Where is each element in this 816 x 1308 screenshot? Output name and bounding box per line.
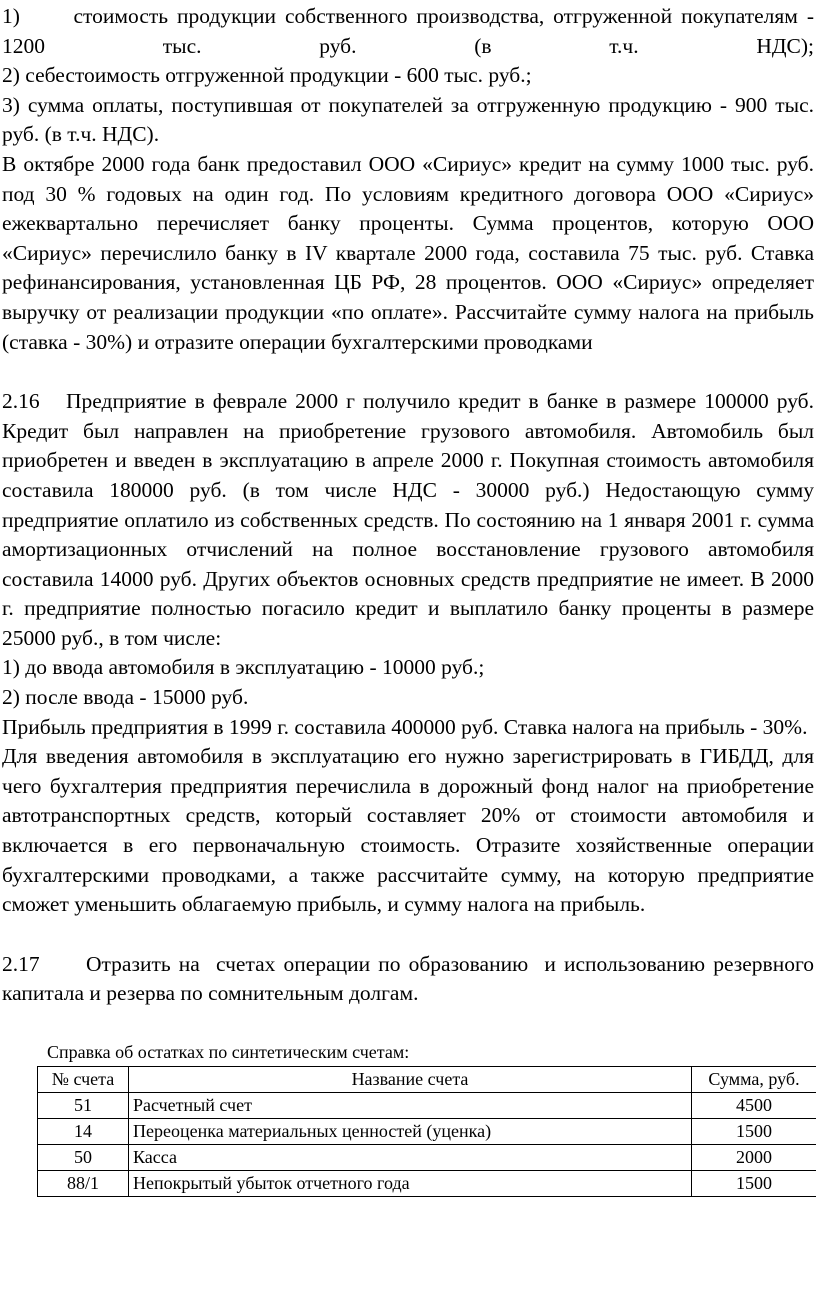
intro-item-2: 2) себестоимость отгруженной продукции - 600 тыс. руб.; bbox=[2, 63, 532, 88]
header-amount: Сумма, руб. bbox=[692, 1067, 816, 1093]
paragraph-gap bbox=[2, 1009, 814, 1041]
account-name-cell: Переоценка материальных ценностей (уценка) bbox=[129, 1119, 692, 1145]
table-header-row bbox=[38, 1067, 816, 1093]
table-row bbox=[38, 1093, 816, 1119]
account-name-cell: Касса bbox=[129, 1145, 692, 1171]
problem-2-16-paragraph bbox=[2, 387, 814, 653]
problem-2-16-profit: Прибыль предприятия в 1999 г. составила 400000 руб. Ставка налога на прибыль - 30%. bbox=[2, 714, 808, 739]
account-number-cell: 14 bbox=[38, 1119, 129, 1145]
intro-paragraph: В октябре 2000 года банк предоставил ООО «Сириус» кредит на сумму 1000 тыс. руб. под 30 % годовых на один год. По условиям кредитного договора ООО «Сириус» ежеквартально перечисляет банку проценты. Сумма процентов, которую ООО «Сириус» перечислило банку в IV квартале 2000 года, составила 75 тыс. руб. Ставка рефинансирования, установленная ЦБ РФ, 28 процентов. ООО «Сириус» определяет выручку от реализации продукции «по оплате». Рассчитайте сумму налога на прибыль (ставка - 30%) и отразите операции бухгалтерскими проводками bbox=[2, 151, 814, 354]
amount-cell: 1500 bbox=[692, 1171, 816, 1197]
problem-2-17-paragraph bbox=[2, 950, 814, 1009]
problem-2-16-item-2: 2) после ввода - 15000 руб. bbox=[2, 685, 249, 710]
problem-2-17-number: 2.17 bbox=[2, 951, 40, 976]
problem-2-17-text: Отразить на счетах операции по образованию и использованию резервного капитала и резерва по сомнительным долгам. bbox=[2, 951, 814, 1006]
paragraph-gap bbox=[2, 357, 814, 387]
account-number-cell: 88/1 bbox=[38, 1171, 129, 1197]
intro-item-1: 1) стоимость продукции собственного производства, отгруженной покупателям - 1200 тыс. руб. (в т.ч. НДС); bbox=[2, 4, 814, 58]
table-caption: Справка об остатках по синтетическим счетам: bbox=[47, 1042, 410, 1062]
table-row bbox=[38, 1171, 816, 1197]
header-account-name: Название счета bbox=[129, 1067, 692, 1093]
problem-2-16-number: 2.16 bbox=[2, 389, 40, 414]
paragraph-gap bbox=[2, 920, 814, 950]
account-name-cell: Непокрытый убыток отчетного года bbox=[129, 1171, 692, 1197]
table-row bbox=[38, 1145, 816, 1171]
problem-2-16-item-1: 1) до ввода автомобиля в эксплуатацию - 10000 руб.; bbox=[2, 655, 485, 680]
balances-table bbox=[37, 1066, 816, 1197]
amount-cell: 1500 bbox=[692, 1119, 816, 1145]
table-row bbox=[38, 1119, 816, 1145]
problem-2-16-text: Предприятие в феврале 2000 г получило кредит в банке в размере 100000 руб. Кредит был направлен на приобретение грузового автомобиля. Автомобиль был приобретен и введен в эксплуатацию в апреле 2000 г. Покупная стоимость автомобиля составила 180000 руб. (в том числе НДС - 30000 руб.) Недостающую сумму предприятие оплатило из собственных средств. По состоянию на 1 января 2001 г. сумма амортизационных отчислений на полное восстановление грузового автомобиля составила 14000 руб. Других объектов основных средств предприятие не имеет. В 2000 г. предприятие полностью погасило кредит и выплатило банку проценты в размере 25000 руб., в том числе: bbox=[2, 389, 814, 650]
account-number-cell: 50 bbox=[38, 1145, 129, 1171]
account-number-cell: 51 bbox=[38, 1093, 129, 1119]
header-account-number: № счета bbox=[38, 1067, 129, 1093]
problem-2-16-text-2: Для введения автомобиля в эксплуатацию его нужно зарегистрировать в ГИБДД, для чего бухгалтерия предприятия перечислила в дорожный фонд налог на приобретение автотранспортных средств, который составляет 20% от стоимости автомобиля и включается в его первоначальную стоимость. Отразите хозяйственные операции бухгалтерскими проводками, а также рассчитайте сумму, на которую предприятие сможет уменьшить облагаемую прибыль, и сумму налога на прибыль. bbox=[2, 744, 814, 917]
amount-cell: 2000 bbox=[692, 1145, 816, 1171]
account-name-cell: Расчетный счет bbox=[129, 1093, 692, 1119]
amount-cell: 4500 bbox=[692, 1093, 816, 1119]
intro-item-3: 3) сумма оплаты, поступившая от покупателей за отгруженную продукцию - 900 тыс. руб. (в т.ч. НДС). bbox=[2, 92, 814, 147]
